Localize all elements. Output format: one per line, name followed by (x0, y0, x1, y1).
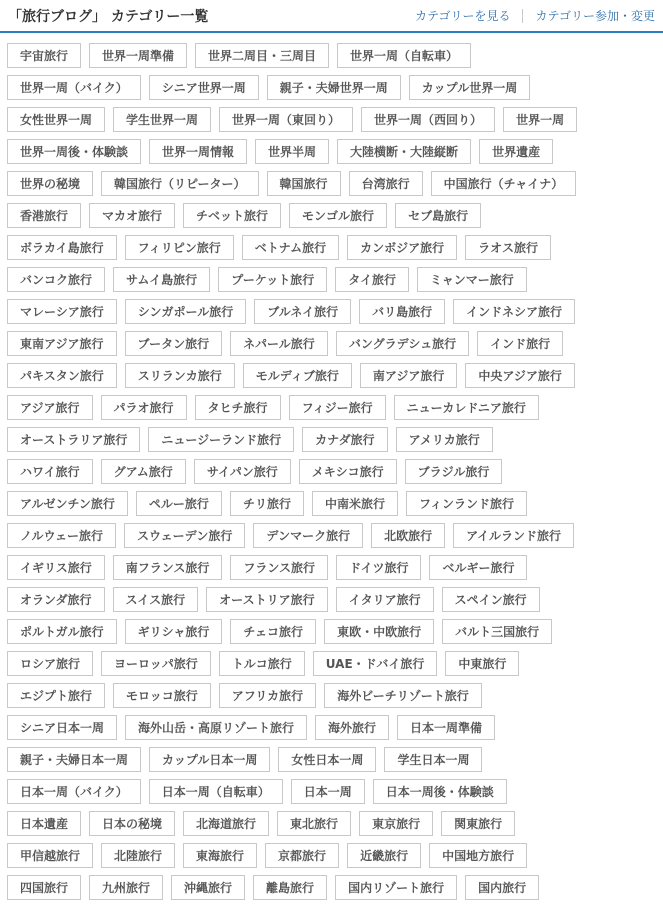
category-tag[interactable]: 日本一周（バイク） (7, 779, 141, 804)
tag-row (7, 331, 661, 356)
category-tag[interactable]: ボラカイ島旅行 (7, 235, 117, 260)
category-tag[interactable]: タヒチ旅行 (195, 395, 281, 420)
tag-row (7, 683, 661, 708)
category-tag[interactable]: 世界一周後・体験談 (7, 139, 141, 164)
category-tag[interactable]: ベルギー旅行 (429, 555, 527, 580)
category-tag[interactable]: 北陸旅行 (101, 843, 175, 868)
category-tag[interactable]: 北海道旅行 (183, 811, 269, 836)
tag-row (7, 363, 661, 388)
category-tag[interactable]: 日本遺産 (7, 811, 81, 836)
category-tag[interactable]: ギリシャ旅行 (125, 619, 223, 644)
category-tag[interactable]: 東欧・中欧旅行 (324, 619, 434, 644)
category-tag[interactable]: 京都旅行 (265, 843, 339, 868)
tag-row (7, 811, 661, 836)
category-tag[interactable]: 親子・夫婦世界一周 (267, 75, 401, 100)
category-tag[interactable]: 南フランス旅行 (113, 555, 223, 580)
tag-row (7, 619, 661, 644)
category-tag[interactable]: 世界一周情報 (149, 139, 247, 164)
category-tag[interactable]: カップル日本一周 (149, 747, 270, 772)
category-tag[interactable]: 韓国旅行（リピーター） (101, 171, 259, 196)
category-tag[interactable]: シニア日本一周 (7, 715, 117, 740)
category-tag[interactable]: フィンランド旅行 (406, 491, 527, 516)
category-tag[interactable]: ブラジル旅行 (405, 459, 503, 484)
category-tag[interactable]: ネパール旅行 (230, 331, 328, 356)
category-tag[interactable]: カップル世界一周 (409, 75, 530, 100)
category-tag[interactable]: アイルランド旅行 (453, 523, 574, 548)
category-tag[interactable]: チリ旅行 (230, 491, 304, 516)
category-tag[interactable]: 国内旅行 (465, 875, 539, 900)
category-tag[interactable]: イギリス旅行 (7, 555, 105, 580)
category-tag[interactable]: 近畿旅行 (347, 843, 421, 868)
category-tag[interactable]: モルディブ旅行 (243, 363, 352, 388)
category-tag[interactable]: ハワイ旅行 (7, 459, 93, 484)
category-tag[interactable]: ブルネイ旅行 (254, 299, 351, 324)
category-tag[interactable]: タイ旅行 (335, 267, 409, 292)
category-tag[interactable]: プーケット旅行 (218, 267, 327, 292)
category-tag[interactable]: マカオ旅行 (89, 203, 175, 228)
tag-row (7, 491, 661, 516)
category-tag[interactable]: 東海旅行 (183, 843, 257, 868)
category-tag[interactable]: セブ島旅行 (395, 203, 481, 228)
category-tag[interactable]: 世界遺産 (479, 139, 553, 164)
category-tag[interactable]: 大陸横断・大陸縦断 (337, 139, 471, 164)
category-tag[interactable]: ミャンマー旅行 (417, 267, 527, 292)
category-tag[interactable]: マレーシア旅行 (7, 299, 117, 324)
tag-row (7, 171, 661, 196)
category-tag[interactable]: トルコ旅行 (219, 651, 305, 676)
category-tag[interactable]: サムイ島旅行 (113, 267, 210, 292)
category-tag[interactable]: インドネシア旅行 (453, 299, 575, 324)
tag-row (7, 843, 661, 868)
category-tag[interactable]: ニュージーランド旅行 (148, 427, 294, 452)
category-tag[interactable]: UAE・ドバイ旅行 (313, 651, 438, 676)
category-tag[interactable]: 親子・夫婦日本一周 (7, 747, 141, 772)
category-tag[interactable]: 世界の秘境 (7, 171, 93, 196)
category-tag[interactable]: ペルー旅行 (136, 491, 222, 516)
category-tag[interactable]: バリ島旅行 (359, 299, 445, 324)
tag-row (7, 587, 661, 612)
category-tag[interactable]: 海外ビーチリゾート旅行 (324, 683, 482, 708)
category-tag[interactable]: 学生世界一周 (113, 107, 211, 132)
tag-row (7, 523, 661, 548)
category-tag[interactable]: パキスタン旅行 (7, 363, 117, 388)
page-header (0, 0, 663, 33)
category-tag[interactable]: スウェーデン旅行 (124, 523, 245, 548)
category-tag[interactable]: 関東旅行 (441, 811, 515, 836)
category-tag[interactable]: 中国地方旅行 (429, 843, 527, 868)
category-tag[interactable]: メキシコ旅行 (299, 459, 397, 484)
category-tag[interactable]: オーストリア旅行 (206, 587, 327, 612)
category-tag[interactable]: スリランカ旅行 (125, 363, 235, 388)
category-tag[interactable]: カンボジア旅行 (347, 235, 457, 260)
category-tag[interactable]: オランダ旅行 (7, 587, 105, 612)
category-tag[interactable]: グアム旅行 (101, 459, 186, 484)
category-tag[interactable]: デンマーク旅行 (253, 523, 363, 548)
category-tag[interactable]: 中央アジア旅行 (465, 363, 575, 388)
category-tag[interactable]: 宇宙旅行 (7, 43, 81, 68)
category-tag[interactable]: フィリピン旅行 (125, 235, 234, 260)
tag-row (7, 43, 661, 68)
category-tag[interactable]: スイス旅行 (113, 587, 199, 612)
category-tag[interactable]: モロッコ旅行 (113, 683, 211, 708)
tag-row (7, 107, 661, 132)
category-tag[interactable]: サイパン旅行 (194, 459, 291, 484)
category-tag[interactable]: 日本一周（自転車） (149, 779, 283, 804)
category-tag[interactable]: 女性日本一周 (278, 747, 376, 772)
category-tag[interactable]: カナダ旅行 (302, 427, 387, 452)
category-tag[interactable]: チベット旅行 (183, 203, 281, 228)
tag-row (7, 203, 661, 228)
category-tag[interactable]: アメリカ旅行 (396, 427, 493, 452)
category-tag[interactable]: 女性世界一周 (7, 107, 105, 132)
category-tag[interactable]: ブータン旅行 (125, 331, 223, 356)
category-tag[interactable]: シニア世界一周 (149, 75, 259, 100)
view-categories-link[interactable]: カテゴリーを見る (414, 9, 511, 23)
tag-row (7, 715, 661, 740)
category-tag[interactable]: 沖縄旅行 (171, 875, 245, 900)
tag-row (7, 395, 661, 420)
category-tag[interactable]: 離島旅行 (253, 875, 327, 900)
category-tag[interactable]: 四国旅行 (7, 875, 81, 900)
category-tag[interactable]: 世界一周（西回り） (361, 107, 495, 132)
category-tag[interactable]: バルト三国旅行 (442, 619, 552, 644)
category-tag[interactable]: 南アジア旅行 (360, 363, 458, 388)
category-tag[interactable]: 韓国旅行 (267, 171, 341, 196)
category-tag[interactable]: 中国旅行（チャイナ） (431, 171, 577, 196)
category-tag[interactable]: 台湾旅行 (349, 171, 423, 196)
tag-row (7, 267, 661, 292)
tag-row (7, 299, 661, 324)
category-tag[interactable]: 世界一周（東回り） (219, 107, 353, 132)
category-tag-list (7, 43, 661, 907)
join-change-category-link[interactable]: カテゴリー参加・変更 (535, 9, 655, 23)
category-tag[interactable]: 北欧旅行 (371, 523, 445, 548)
category-tag[interactable]: エジプト旅行 (7, 683, 105, 708)
tag-row (7, 875, 661, 900)
category-tag[interactable]: シンガポール旅行 (125, 299, 246, 324)
tag-row (7, 139, 661, 164)
category-tag[interactable]: イタリア旅行 (336, 587, 434, 612)
category-tag[interactable]: ノルウェー旅行 (7, 523, 116, 548)
category-tag[interactable]: チェコ旅行 (230, 619, 316, 644)
category-tag[interactable]: ポルトガル旅行 (7, 619, 117, 644)
category-tag[interactable]: アルゼンチン旅行 (7, 491, 128, 516)
category-tag[interactable]: アジア旅行 (7, 395, 93, 420)
category-tag[interactable]: バングラデシュ旅行 (336, 331, 469, 356)
category-tag[interactable]: インド旅行 (477, 331, 563, 356)
category-tag[interactable]: フランス旅行 (230, 555, 328, 580)
category-tag[interactable]: 香港旅行 (7, 203, 81, 228)
category-tag[interactable]: 中南米旅行 (312, 491, 398, 516)
category-tag[interactable]: アフリカ旅行 (219, 683, 316, 708)
category-tag[interactable]: ベトナム旅行 (242, 235, 339, 260)
category-tag[interactable]: 日本一周準備 (397, 715, 495, 740)
category-tag[interactable]: 日本の秘境 (89, 811, 175, 836)
category-tag[interactable]: ドイツ旅行 (336, 555, 421, 580)
category-tag[interactable]: フィジー旅行 (289, 395, 386, 420)
category-tag[interactable]: バンコク旅行 (7, 267, 105, 292)
tag-row (7, 459, 661, 484)
tag-row (7, 235, 661, 260)
category-tag[interactable]: パラオ旅行 (101, 395, 187, 420)
category-tag[interactable]: 東北旅行 (277, 811, 351, 836)
category-tag[interactable]: 東京旅行 (359, 811, 433, 836)
tag-row (7, 75, 661, 100)
category-tag[interactable]: ヨーロッパ旅行 (101, 651, 211, 676)
category-tag[interactable]: 世界一周（自転車） (337, 43, 471, 68)
category-tag[interactable]: 世界一周準備 (89, 43, 187, 68)
category-tag[interactable]: 世界一周（バイク） (7, 75, 141, 100)
tag-row (7, 747, 661, 772)
link-divider (522, 9, 523, 23)
tag-row (7, 651, 661, 676)
tag-row (7, 555, 661, 580)
category-tag[interactable]: スペイン旅行 (442, 587, 540, 612)
tag-row (7, 427, 661, 452)
category-tag[interactable]: 国内リゾート旅行 (335, 875, 457, 900)
category-tag[interactable]: 海外山岳・高原リゾート旅行 (125, 715, 307, 740)
category-tag[interactable]: 九州旅行 (89, 875, 163, 900)
category-tag[interactable]: モンゴル旅行 (289, 203, 387, 228)
category-tag[interactable]: 日本一周後・体験談 (373, 779, 507, 804)
category-tag[interactable]: 海外旅行 (315, 715, 389, 740)
category-tag[interactable]: 世界二周目・三周目 (195, 43, 329, 68)
category-tag[interactable]: 東南アジア旅行 (7, 331, 117, 356)
page-title: 「旅行ブログ」 カテゴリー一覧 (8, 8, 209, 25)
category-tag[interactable]: 学生日本一周 (384, 747, 482, 772)
tag-row (7, 779, 661, 804)
category-tag[interactable]: 世界一周 (503, 107, 577, 132)
category-tag[interactable]: 中東旅行 (445, 651, 519, 676)
category-tag[interactable]: オーストラリア旅行 (7, 427, 140, 452)
category-tag[interactable]: 日本一周 (291, 779, 365, 804)
category-tag[interactable]: 世界半周 (255, 139, 329, 164)
header-links (415, 7, 655, 24)
category-tag[interactable]: ロシア旅行 (7, 651, 93, 676)
category-tag[interactable]: ラオス旅行 (465, 235, 551, 260)
category-tag[interactable]: ニューカレドニア旅行 (394, 395, 539, 420)
category-tag[interactable]: 甲信越旅行 (7, 843, 93, 868)
